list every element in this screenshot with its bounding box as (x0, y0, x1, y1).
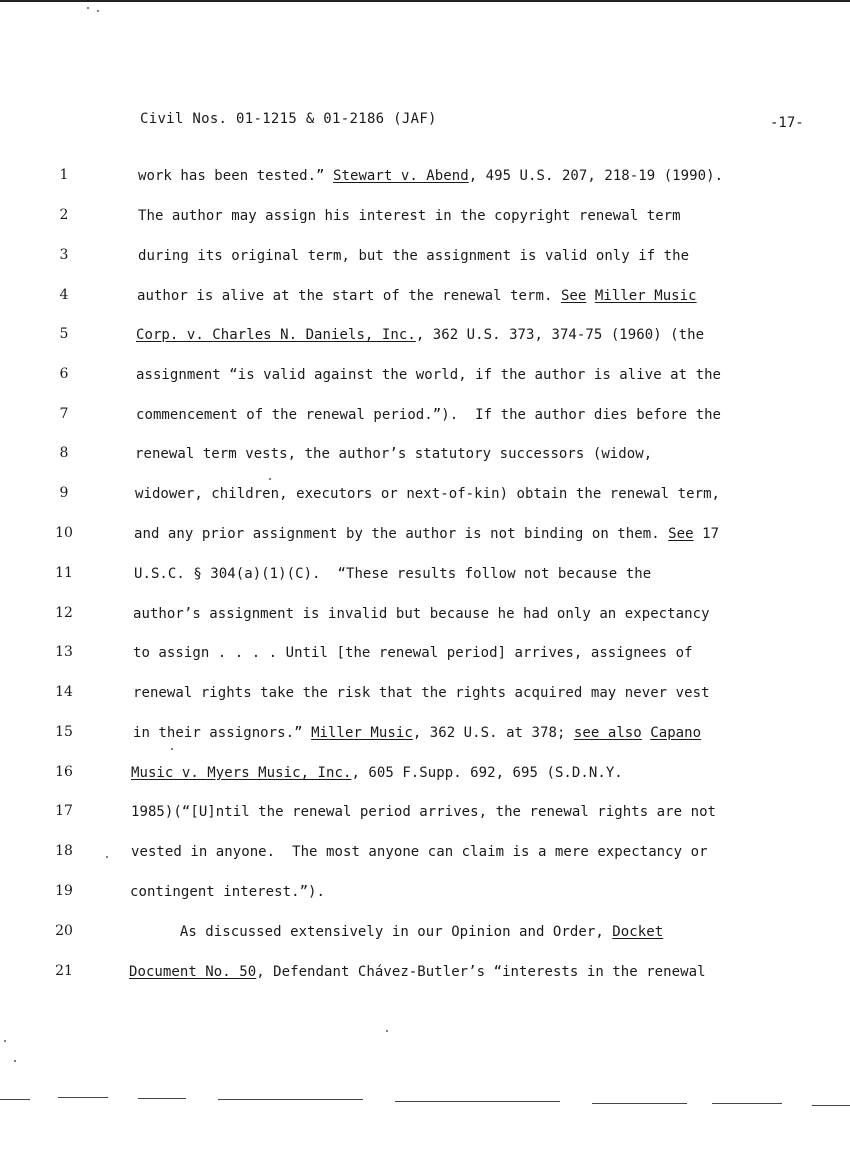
line-number: 5 (59, 326, 69, 342)
body-text-span: The author may assign his interest in the copyright renewal term (138, 208, 681, 224)
line-number: 3 (59, 247, 69, 263)
text-line (134, 526, 811, 542)
citation-text: Corp. v. Charles N. Daniels, Inc. (136, 327, 416, 343)
citation-text: see also (573, 725, 642, 741)
scan-artifact (0, 1099, 30, 1100)
body-text-span: As discussed extensively in our Opinion and Order, (129, 924, 613, 940)
body-text-span: author’s assignment is invalid but because he had only an expectancy (133, 606, 710, 622)
body-text-span: 17 (693, 526, 720, 542)
text-line (136, 327, 811, 343)
scan-artifact (269, 478, 271, 480)
page-number: -17- (770, 115, 804, 131)
text-line (138, 168, 811, 184)
line-number: 8 (59, 445, 69, 461)
body-text-span: , 362 U.S. 373, 374-75 (1960) (the (415, 327, 705, 343)
scan-artifact (14, 1060, 16, 1062)
scan-artifact (138, 1098, 186, 1099)
text-line (134, 566, 811, 582)
line-number: 16 (55, 764, 73, 780)
body-text-span: , 495 U.S. 207, 218-19 (1990). (468, 168, 724, 184)
body-text-span: U.S.C. § 304(a)(1)(C). “These results follow not because the (134, 566, 652, 582)
text-line (133, 606, 811, 622)
citation-text: Music v. Myers Music, Inc. (131, 765, 352, 781)
line-number: 13 (55, 644, 73, 660)
citation-text: Capano (650, 725, 702, 741)
body-text-span: , Defendant Chávez-Butler’s “interests in the renewal (256, 964, 706, 980)
line-number: 10 (55, 525, 73, 541)
body-text-span (642, 725, 650, 741)
line-number: 17 (55, 803, 73, 819)
body-text-span: commencement of the renewal period.”). If the author dies before the (136, 407, 722, 423)
body-text-span: and any prior assignment by the author is not binding on them. (134, 526, 669, 542)
scan-artifact (171, 748, 173, 750)
text-line (129, 964, 811, 980)
line-number: 11 (55, 565, 73, 581)
scan-artifact (812, 1105, 850, 1106)
body-text-span: renewal term vests, the author’s statutory successors (widow, (135, 446, 653, 462)
line-number: 18 (55, 843, 73, 859)
line-number: 21 (55, 963, 73, 979)
scan-artifact (592, 1103, 687, 1104)
line-number: 6 (59, 366, 69, 382)
line-number: 12 (55, 605, 73, 621)
scan-artifact (106, 856, 108, 858)
scan-artifact (712, 1103, 782, 1104)
citation-text: Miller Music (594, 288, 697, 304)
body-text-span: to assign . . . . Until [the renewal period] arrives, assignees of (133, 645, 693, 661)
text-line (131, 844, 811, 860)
citation-text: Document No. 50 (129, 964, 257, 980)
body-text-span: widower, children, executors or next-of-kin) obtain the renewal term, (135, 486, 721, 502)
case-caption: Civil Nos. 01-1215 & 01-2186 (JAF) (140, 111, 437, 127)
text-line (133, 685, 811, 701)
text-line (137, 288, 811, 304)
body-text-span: work has been tested.” (138, 168, 334, 184)
citation-text: See (560, 288, 587, 304)
citation-text: Docket (612, 924, 664, 940)
body-text-span (586, 288, 594, 304)
citation-text: See (668, 526, 694, 542)
text-line (130, 884, 811, 900)
line-number: 2 (59, 207, 69, 223)
text-line (136, 407, 811, 423)
body-text-span: in their assignors.” (133, 725, 312, 741)
text-line (129, 924, 811, 940)
body-text-span: renewal rights take the risk that the rights acquired may never vest (133, 685, 710, 701)
text-line (131, 804, 811, 820)
line-number: 20 (55, 923, 73, 939)
text-line (138, 208, 811, 224)
scan-artifact (386, 1030, 388, 1032)
body-text-span: author is alive at the start of the renewal term. (137, 288, 561, 304)
line-number: 4 (59, 287, 69, 303)
text-line (133, 645, 811, 661)
text-line (136, 367, 811, 383)
scan-artifact (97, 10, 99, 12)
scan-artifact (87, 7, 89, 9)
body-text-span: , 362 U.S. at 378; (412, 725, 574, 741)
text-line (133, 725, 811, 741)
text-line (131, 765, 811, 781)
line-number: 9 (59, 485, 69, 501)
text-line (135, 486, 811, 502)
body-text-span: during its original term, but the assignment is valid only if the (138, 248, 690, 264)
line-number: 15 (55, 724, 73, 740)
text-line (135, 446, 811, 462)
citation-text: Miller Music (311, 725, 413, 741)
line-number: 7 (59, 406, 69, 422)
body-text-span: assignment “is valid against the world, if the author is alive at the (136, 367, 722, 383)
line-number: 14 (55, 684, 73, 700)
citation-text: Stewart v. Abend (333, 168, 469, 184)
body-text-span: , 605 F.Supp. 692, 695 (S.D.N.Y. (351, 765, 623, 781)
scan-artifact (4, 1040, 6, 1042)
body-text-span: vested in anyone. The most anyone can claim is a mere expectancy or (131, 844, 708, 860)
body-text-span: 1985)(“[U]ntil the renewal period arrives, the renewal rights are not (131, 804, 717, 820)
line-number: 19 (55, 883, 73, 899)
top-edge-rule (0, 0, 850, 2)
line-number: 1 (59, 167, 69, 183)
body-text-span: contingent interest.”). (130, 884, 326, 900)
scan-artifact (395, 1101, 560, 1102)
scan-artifact (58, 1097, 108, 1098)
scan-artifact (218, 1099, 363, 1100)
text-line (138, 248, 811, 264)
